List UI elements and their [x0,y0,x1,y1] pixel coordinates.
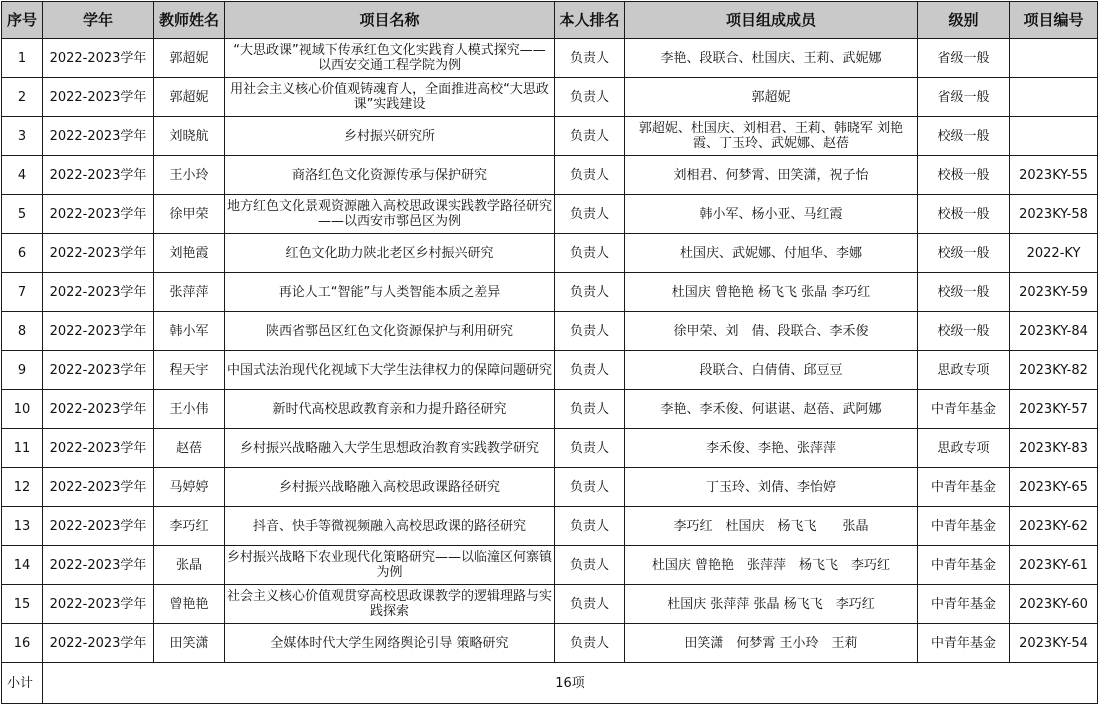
cell-rank: 负责人 [555,195,625,234]
cell-no: 8 [2,312,43,351]
cell-members: 徐甲荣、刘 倩、段联合、李禾俊 [625,312,918,351]
cell-year: 2022-2023学年 [43,624,154,663]
cell-no: 6 [2,234,43,273]
table-row [2,546,1098,585]
cell-code: 2023KY-55 [1010,156,1098,195]
cell-level: 中青年基金 [918,585,1010,624]
table-row [2,78,1098,117]
cell-project: 乡村振兴战略融入高校思政课路径研究 [225,468,555,507]
table-row [2,468,1098,507]
cell-no: 10 [2,390,43,429]
subtotal-row [2,663,1098,704]
cell-project: 用社会主义核心价值观铸魂育人，全面推进高校“大思政课”实践建设 [225,78,555,117]
cell-code: 2023KY-59 [1010,273,1098,312]
cell-level: 中青年基金 [918,390,1010,429]
cell-level: 中青年基金 [918,507,1010,546]
cell-members: 杜国庆、武妮娜、付旭华、李娜 [625,234,918,273]
cell-project: 中国式法治现代化视域下大学生法律权力的保障问题研究 [225,351,555,390]
cell-no: 1 [2,39,43,78]
cell-level: 省级一般 [918,78,1010,117]
cell-teacher: 刘艳霞 [154,234,225,273]
table-row [2,312,1098,351]
cell-code: 2023KY-54 [1010,624,1098,663]
header-level: 级别 [918,2,1010,39]
cell-code [1010,78,1098,117]
cell-rank: 负责人 [555,39,625,78]
cell-project: 社会主义核心价值观贯穿高校思政课教学的逻辑理路与实践探索 [225,585,555,624]
cell-level: 中青年基金 [918,624,1010,663]
cell-rank: 负责人 [555,78,625,117]
subtotal-value: 16项 [43,663,1098,704]
cell-year: 2022-2023学年 [43,234,154,273]
cell-members: 杜国庆 曾艳艳 杨飞飞 张晶 李巧红 [625,273,918,312]
table-row [2,585,1098,624]
cell-year: 2022-2023学年 [43,585,154,624]
cell-members: 李禾俊、李艳、张萍萍 [625,429,918,468]
table-row [2,117,1098,156]
cell-code: 2023KY-82 [1010,351,1098,390]
cell-year: 2022-2023学年 [43,273,154,312]
table-row [2,195,1098,234]
cell-level: 思政专项 [918,429,1010,468]
cell-rank: 负责人 [555,546,625,585]
header-rank: 本人排名 [555,2,625,39]
cell-rank: 负责人 [555,624,625,663]
cell-no: 14 [2,546,43,585]
cell-no: 7 [2,273,43,312]
cell-code: 2023KY-57 [1010,390,1098,429]
cell-level: 校级一般 [918,312,1010,351]
cell-rank: 负责人 [555,585,625,624]
cell-rank: 负责人 [555,468,625,507]
cell-project: 乡村振兴战略下农业现代化策略研究——以临潼区何寨镇为例 [225,546,555,585]
cell-rank: 负责人 [555,351,625,390]
cell-project: 红色文化助力陕北老区乡村振兴研究 [225,234,555,273]
cell-year: 2022-2023学年 [43,78,154,117]
cell-level: 思政专项 [918,351,1010,390]
cell-project: 陕西省鄠邑区红色文化资源保护与利用研究 [225,312,555,351]
cell-year: 2022-2023学年 [43,390,154,429]
cell-code [1010,117,1098,156]
table-row [2,507,1098,546]
subtotal-label: 小计 [2,663,43,704]
cell-teacher: 徐甲荣 [154,195,225,234]
cell-year: 2022-2023学年 [43,117,154,156]
cell-teacher: 韩小军 [154,312,225,351]
cell-project: 全媒体时代大学生网络舆论引导 策略研究 [225,624,555,663]
cell-no: 5 [2,195,43,234]
cell-teacher: 刘晓航 [154,117,225,156]
cell-project: 商洛红色文化资源传承与保护研究 [225,156,555,195]
cell-rank: 负责人 [555,234,625,273]
cell-teacher: 赵蓓 [154,429,225,468]
cell-rank: 负责人 [555,117,625,156]
cell-members: 田笑潇 何梦霄 王小玲 王莉 [625,624,918,663]
cell-code: 2022-KY [1010,234,1098,273]
cell-no: 9 [2,351,43,390]
cell-teacher: 曾艳艳 [154,585,225,624]
cell-no: 12 [2,468,43,507]
cell-rank: 负责人 [555,429,625,468]
cell-members: 李艳、李禾俊、何谌谌、赵蓓、武阿娜 [625,390,918,429]
cell-rank: 负责人 [555,507,625,546]
table-row [2,429,1098,468]
table-row [2,234,1098,273]
header-project: 项目名称 [225,2,555,39]
cell-level: 校极一般 [918,156,1010,195]
header-code: 项目编号 [1010,2,1098,39]
cell-teacher: 程天宇 [154,351,225,390]
header-no: 序号 [2,2,43,39]
cell-members: 韩小军、杨小亚、马红霞 [625,195,918,234]
cell-project: 乡村振兴研究所 [225,117,555,156]
cell-year: 2022-2023学年 [43,195,154,234]
cell-members: 郭超妮、杜国庆、刘相君、王莉、韩晓军 刘艳霞、丁玉玲、武妮娜、赵蓓 [625,117,918,156]
cell-code: 2023KY-62 [1010,507,1098,546]
cell-project: 新时代高校思政教育亲和力提升路径研究 [225,390,555,429]
cell-year: 2022-2023学年 [43,468,154,507]
cell-level: 中青年基金 [918,468,1010,507]
cell-rank: 负责人 [555,273,625,312]
header-members: 项目组成成员 [625,2,918,39]
cell-year: 2022-2023学年 [43,546,154,585]
cell-no: 11 [2,429,43,468]
cell-code: 2023KY-65 [1010,468,1098,507]
cell-no: 16 [2,624,43,663]
cell-code: 2023KY-83 [1010,429,1098,468]
table-row [2,39,1098,78]
table-row [2,156,1098,195]
header-year: 学年 [43,2,154,39]
cell-level: 中青年基金 [918,546,1010,585]
cell-rank: 负责人 [555,156,625,195]
cell-no: 13 [2,507,43,546]
header-teacher: 教师姓名 [154,2,225,39]
project-table [1,1,1098,704]
cell-code: 2023KY-84 [1010,312,1098,351]
cell-year: 2022-2023学年 [43,39,154,78]
table-row [2,273,1098,312]
cell-year: 2022-2023学年 [43,507,154,546]
cell-members: 段联合、白倩倩、邱豆豆 [625,351,918,390]
cell-teacher: 张萍萍 [154,273,225,312]
cell-no: 15 [2,585,43,624]
cell-no: 2 [2,78,43,117]
cell-teacher: 田笑潇 [154,624,225,663]
cell-rank: 负责人 [555,390,625,429]
table-row [2,351,1098,390]
table-row [2,624,1098,663]
cell-teacher: 张晶 [154,546,225,585]
table-row [2,390,1098,429]
cell-code [1010,39,1098,78]
cell-members: 杜国庆 张萍萍 张晶 杨飞飞 李巧红 [625,585,918,624]
cell-code: 2023KY-61 [1010,546,1098,585]
cell-project: “大思政课”视域下传承红色文化实践育人模式探究—— 以西安交通工程学院为例 [225,39,555,78]
cell-project: 地方红色文化景观资源融入高校思政课实践教学路径研究——以西安市鄠邑区为例 [225,195,555,234]
cell-members: 李艳、段联合、杜国庆、王莉、武妮娜 [625,39,918,78]
cell-teacher: 李巧红 [154,507,225,546]
cell-year: 2022-2023学年 [43,351,154,390]
cell-rank: 负责人 [555,312,625,351]
cell-code: 2023KY-60 [1010,585,1098,624]
cell-members: 杜国庆 曾艳艳 张萍萍 杨飞飞 李巧红 [625,546,918,585]
cell-teacher: 郭超妮 [154,78,225,117]
cell-project: 再论人工“智能”与人类智能本质之差异 [225,273,555,312]
cell-level: 校级一般 [918,117,1010,156]
cell-level: 校级一般 [918,234,1010,273]
cell-teacher: 王小伟 [154,390,225,429]
cell-level: 省级一般 [918,39,1010,78]
cell-year: 2022-2023学年 [43,156,154,195]
cell-project: 抖音、快手等微视频融入高校思政课的路径研究 [225,507,555,546]
cell-year: 2022-2023学年 [43,312,154,351]
cell-level: 校极一般 [918,195,1010,234]
cell-members: 李巧红 杜国庆 杨飞飞 张晶 [625,507,918,546]
cell-teacher: 马婷婷 [154,468,225,507]
cell-members: 丁玉玲、刘倩、李怡婷 [625,468,918,507]
cell-no: 3 [2,117,43,156]
cell-level: 校级一般 [918,273,1010,312]
cell-no: 4 [2,156,43,195]
header-row [2,2,1098,39]
cell-teacher: 王小玲 [154,156,225,195]
cell-members: 郭超妮 [625,78,918,117]
cell-project: 乡村振兴战略融入大学生思想政治教育实践教学研究 [225,429,555,468]
cell-members: 刘相君、何梦霄、田笑潇，祝子怡 [625,156,918,195]
cell-code: 2023KY-58 [1010,195,1098,234]
cell-year: 2022-2023学年 [43,429,154,468]
cell-teacher: 郭超妮 [154,39,225,78]
